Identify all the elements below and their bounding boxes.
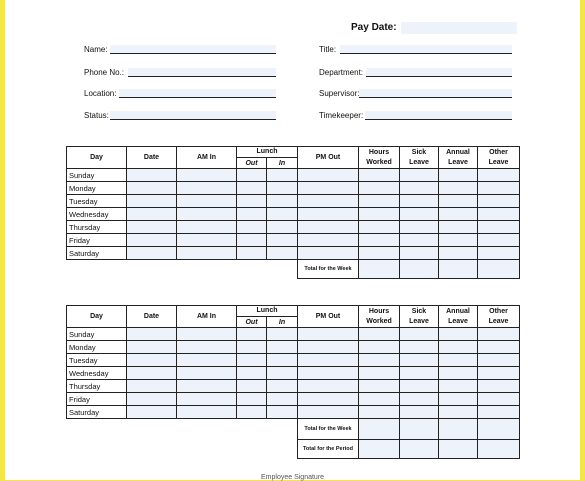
date-cell[interactable] <box>127 208 177 221</box>
date-cell[interactable] <box>127 247 177 260</box>
am-in-cell[interactable] <box>177 406 237 419</box>
lunch-in-cell[interactable] <box>267 247 298 260</box>
lunch-out-cell[interactable] <box>237 234 267 247</box>
other-cell[interactable] <box>478 208 520 221</box>
title-field[interactable] <box>340 45 512 54</box>
other-cell[interactable] <box>478 195 520 208</box>
day-label: Tuesday <box>67 195 127 208</box>
week2-table <box>66 305 520 459</box>
day-label: Friday <box>67 393 127 406</box>
supervisor-label: Supervisor: <box>319 89 360 98</box>
total-annual-cell[interactable] <box>439 260 478 279</box>
am-in-cell[interactable] <box>177 182 237 195</box>
date-cell[interactable] <box>127 380 177 393</box>
hours-cell[interactable] <box>359 367 400 380</box>
other-cell[interactable] <box>478 393 520 406</box>
phone-label: Phone No.: <box>84 68 125 77</box>
week-total-row <box>67 419 520 440</box>
table-row <box>67 182 520 195</box>
col-day: Day <box>67 147 127 169</box>
location-label: Location: <box>84 89 117 98</box>
hours-cell[interactable] <box>359 195 400 208</box>
am-in-cell[interactable] <box>177 234 237 247</box>
am-in-cell[interactable] <box>177 354 237 367</box>
pm-out-cell[interactable] <box>298 234 359 247</box>
am-in-cell[interactable] <box>177 247 237 260</box>
location-field[interactable] <box>119 89 276 98</box>
lunch-in-cell[interactable] <box>267 354 298 367</box>
hours-cell[interactable] <box>359 247 400 260</box>
lunch-out-cell[interactable] <box>237 328 267 341</box>
sick-cell[interactable] <box>400 354 439 367</box>
supervisor-field[interactable] <box>359 89 512 98</box>
day-label: Saturday <box>67 406 127 419</box>
date-cell[interactable] <box>127 169 177 182</box>
sick-cell[interactable] <box>400 393 439 406</box>
lunch-out-cell[interactable] <box>237 406 267 419</box>
pm-out-cell[interactable] <box>298 169 359 182</box>
col-lunch-out: Out <box>237 158 267 169</box>
total-other-cell[interactable] <box>478 260 520 279</box>
pm-out-cell[interactable] <box>298 341 359 354</box>
date-cell[interactable] <box>127 328 177 341</box>
period-sick-cell[interactable] <box>400 440 439 459</box>
day-label: Sunday <box>67 169 127 182</box>
other-cell[interactable] <box>478 169 520 182</box>
lunch-in-cell[interactable] <box>267 221 298 234</box>
date-cell[interactable] <box>127 195 177 208</box>
table-row <box>67 208 520 221</box>
col-lunch: Lunch <box>237 306 298 317</box>
pay-date-label: Pay Date: <box>351 22 397 33</box>
col-lunch-out: Out <box>237 317 267 328</box>
lunch-in-cell[interactable] <box>267 208 298 221</box>
lunch-in-cell[interactable] <box>267 328 298 341</box>
date-cell[interactable] <box>127 221 177 234</box>
sick-cell[interactable] <box>400 221 439 234</box>
lunch-out-cell[interactable] <box>237 367 267 380</box>
date-cell[interactable] <box>127 182 177 195</box>
annual-cell[interactable] <box>439 328 478 341</box>
annual-cell[interactable] <box>439 380 478 393</box>
hours-cell[interactable] <box>359 406 400 419</box>
status-field[interactable] <box>110 111 276 120</box>
period-annual-cell[interactable] <box>439 440 478 459</box>
pm-out-cell[interactable] <box>298 221 359 234</box>
day-label: Monday <box>67 182 127 195</box>
timekeeper-field[interactable] <box>365 111 512 120</box>
other-cell[interactable] <box>478 221 520 234</box>
table-row <box>67 406 520 419</box>
annual-cell[interactable] <box>439 367 478 380</box>
annual-cell[interactable] <box>439 221 478 234</box>
total-sick-cell[interactable] <box>400 260 439 279</box>
lunch-out-cell[interactable] <box>237 341 267 354</box>
other-cell[interactable] <box>478 380 520 393</box>
hours-cell[interactable] <box>359 234 400 247</box>
department-field[interactable] <box>366 68 512 77</box>
day-label: Tuesday <box>67 354 127 367</box>
am-in-cell[interactable] <box>177 208 237 221</box>
pay-date-field[interactable] <box>401 22 517 34</box>
lunch-out-cell[interactable] <box>237 195 267 208</box>
date-cell[interactable] <box>127 367 177 380</box>
pm-out-cell[interactable] <box>298 195 359 208</box>
sick-cell[interactable] <box>400 341 439 354</box>
phone-field[interactable] <box>128 68 276 77</box>
col-date: Date <box>127 147 177 169</box>
sick-cell[interactable] <box>400 380 439 393</box>
title-label: Title: <box>319 45 337 54</box>
annual-cell[interactable] <box>439 247 478 260</box>
other-cell[interactable] <box>478 328 520 341</box>
other-cell[interactable] <box>478 182 520 195</box>
col-date: Date <box>127 306 177 328</box>
week-total-row <box>67 260 520 279</box>
day-label: Thursday <box>67 380 127 393</box>
timekeeper-label: Timekeeper: <box>319 111 364 120</box>
sick-cell[interactable] <box>400 367 439 380</box>
lunch-in-cell[interactable] <box>267 341 298 354</box>
sick-cell[interactable] <box>400 169 439 182</box>
col-am-in: AM In <box>177 147 237 169</box>
total-week-label: Total for the Week <box>298 260 359 279</box>
date-cell[interactable] <box>127 406 177 419</box>
col-other-leave: Other Leave <box>478 147 520 169</box>
table-row <box>67 221 520 234</box>
col-hours-worked: Hours Worked <box>359 306 400 328</box>
am-in-cell[interactable] <box>177 221 237 234</box>
annual-cell[interactable] <box>439 406 478 419</box>
table-row <box>67 367 520 380</box>
col-am-in: AM In <box>177 306 237 328</box>
lunch-in-cell[interactable] <box>267 195 298 208</box>
table-row <box>67 234 520 247</box>
annual-cell[interactable] <box>439 169 478 182</box>
total-other-cell[interactable] <box>478 419 520 440</box>
day-label: Wednesday <box>67 367 127 380</box>
lunch-out-cell[interactable] <box>237 208 267 221</box>
lunch-out-cell[interactable] <box>237 221 267 234</box>
am-in-cell[interactable] <box>177 367 237 380</box>
sick-cell[interactable] <box>400 208 439 221</box>
lunch-out-cell[interactable] <box>237 182 267 195</box>
am-in-cell[interactable] <box>177 380 237 393</box>
hours-cell[interactable] <box>359 328 400 341</box>
other-cell[interactable] <box>478 234 520 247</box>
table-row <box>67 393 520 406</box>
col-pm-out: PM Out <box>298 306 359 328</box>
col-other-leave: Other Leave <box>478 306 520 328</box>
table-row <box>67 380 520 393</box>
am-in-cell[interactable] <box>177 195 237 208</box>
col-lunch: Lunch <box>237 147 298 158</box>
period-hours-cell[interactable] <box>359 440 400 459</box>
annual-cell[interactable] <box>439 208 478 221</box>
timesheet-page <box>5 0 580 480</box>
pm-out-cell[interactable] <box>298 247 359 260</box>
date-cell[interactable] <box>127 234 177 247</box>
pm-out-cell[interactable] <box>298 393 359 406</box>
date-cell[interactable] <box>127 354 177 367</box>
pm-out-cell[interactable] <box>298 380 359 393</box>
sick-cell[interactable] <box>400 328 439 341</box>
week1-table <box>66 146 520 279</box>
table-row <box>67 247 520 260</box>
table-row <box>67 354 520 367</box>
annual-cell[interactable] <box>439 182 478 195</box>
pm-out-cell[interactable] <box>298 354 359 367</box>
sick-cell[interactable] <box>400 234 439 247</box>
hours-cell[interactable] <box>359 354 400 367</box>
day-label: Sunday <box>67 328 127 341</box>
pm-out-cell[interactable] <box>298 208 359 221</box>
department-label: Department: <box>319 68 364 77</box>
pm-out-cell[interactable] <box>298 406 359 419</box>
date-cell[interactable] <box>127 393 177 406</box>
hours-cell[interactable] <box>359 221 400 234</box>
table-row <box>67 169 520 182</box>
col-lunch-in: In <box>267 317 298 328</box>
total-week-label: Total for the Week <box>298 419 359 440</box>
status-label: Status: <box>84 111 109 120</box>
col-sick-leave: Sick Leave <box>400 147 439 169</box>
col-sick-leave: Sick Leave <box>400 306 439 328</box>
pm-out-cell[interactable] <box>298 367 359 380</box>
lunch-out-cell[interactable] <box>237 169 267 182</box>
total-sick-cell[interactable] <box>400 419 439 440</box>
col-day: Day <box>67 306 127 328</box>
am-in-cell[interactable] <box>177 169 237 182</box>
day-label: Monday <box>67 341 127 354</box>
col-pm-out: PM Out <box>298 147 359 169</box>
lunch-in-cell[interactable] <box>267 182 298 195</box>
employee-signature-label: Employee Signature <box>261 474 325 481</box>
table-row <box>67 195 520 208</box>
col-annual-leave: Annual Leave <box>439 306 478 328</box>
lunch-in-cell[interactable] <box>267 367 298 380</box>
hours-cell[interactable] <box>359 208 400 221</box>
am-in-cell[interactable] <box>177 393 237 406</box>
am-in-cell[interactable] <box>177 328 237 341</box>
col-annual-leave: Annual Leave <box>439 147 478 169</box>
hours-cell[interactable] <box>359 182 400 195</box>
lunch-in-cell[interactable] <box>267 393 298 406</box>
hours-cell[interactable] <box>359 341 400 354</box>
hours-cell[interactable] <box>359 393 400 406</box>
day-label: Thursday <box>67 221 127 234</box>
day-label: Friday <box>67 234 127 247</box>
col-hours-worked: Hours Worked <box>359 147 400 169</box>
pm-out-cell[interactable] <box>298 328 359 341</box>
other-cell[interactable] <box>478 354 520 367</box>
total-hours-cell[interactable] <box>359 419 400 440</box>
sick-cell[interactable] <box>400 406 439 419</box>
annual-cell[interactable] <box>439 195 478 208</box>
col-lunch-in: In <box>267 158 298 169</box>
name-label: Name: <box>84 45 108 54</box>
table-row <box>67 341 520 354</box>
period-total-row <box>67 440 520 459</box>
day-label: Saturday <box>67 247 127 260</box>
hours-cell[interactable] <box>359 169 400 182</box>
hours-cell[interactable] <box>359 380 400 393</box>
annual-cell[interactable] <box>439 341 478 354</box>
annual-cell[interactable] <box>439 234 478 247</box>
name-field[interactable] <box>110 45 276 54</box>
date-cell[interactable] <box>127 341 177 354</box>
lunch-in-cell[interactable] <box>267 380 298 393</box>
lunch-in-cell[interactable] <box>267 169 298 182</box>
other-cell[interactable] <box>478 247 520 260</box>
pm-out-cell[interactable] <box>298 182 359 195</box>
lunch-out-cell[interactable] <box>237 354 267 367</box>
period-other-cell[interactable] <box>478 440 520 459</box>
other-cell[interactable] <box>478 367 520 380</box>
lunch-in-cell[interactable] <box>267 234 298 247</box>
total-hours-cell[interactable] <box>359 260 400 279</box>
lunch-in-cell[interactable] <box>267 406 298 419</box>
table-row <box>67 328 520 341</box>
total-annual-cell[interactable] <box>439 419 478 440</box>
sick-cell[interactable] <box>400 247 439 260</box>
lunch-out-cell[interactable] <box>237 247 267 260</box>
other-cell[interactable] <box>478 406 520 419</box>
day-label: Wednesday <box>67 208 127 221</box>
lunch-out-cell[interactable] <box>237 380 267 393</box>
sick-cell[interactable] <box>400 195 439 208</box>
annual-cell[interactable] <box>439 393 478 406</box>
lunch-out-cell[interactable] <box>237 393 267 406</box>
annual-cell[interactable] <box>439 354 478 367</box>
am-in-cell[interactable] <box>177 341 237 354</box>
other-cell[interactable] <box>478 341 520 354</box>
sick-cell[interactable] <box>400 182 439 195</box>
total-period-label: Total for the Period <box>298 440 359 459</box>
